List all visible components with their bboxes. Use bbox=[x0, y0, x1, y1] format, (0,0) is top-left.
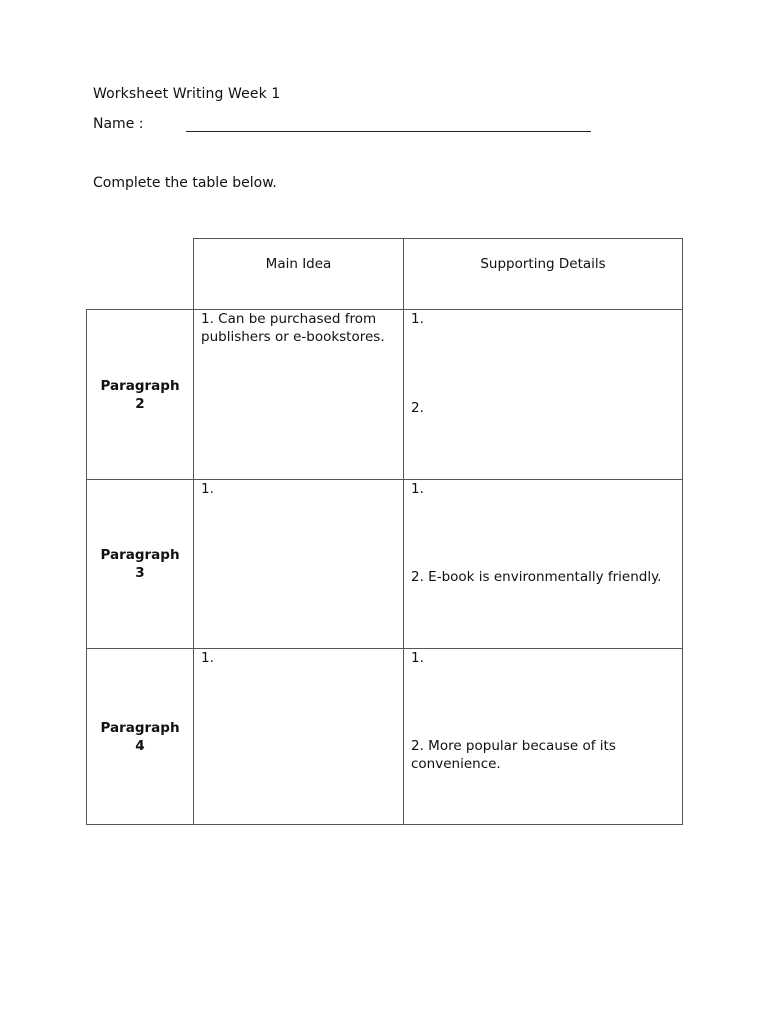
support-detail-2-cont: convenience. bbox=[411, 756, 501, 772]
header-main-idea-label: Main Idea bbox=[265, 256, 332, 272]
table-row-paragraph-2-label bbox=[86, 309, 194, 480]
support-detail-1: 1. bbox=[411, 481, 424, 497]
row-label-text: Paragraph 3 bbox=[100, 547, 180, 581]
worksheet-title: Worksheet Writing Week 1 bbox=[93, 86, 281, 102]
main-idea-line-1: 1. bbox=[201, 481, 214, 497]
main-idea-line-2: publishers or e-bookstores. bbox=[201, 329, 385, 345]
table-header-supporting-details bbox=[403, 238, 683, 310]
instruction-text: Complete the table below. bbox=[93, 175, 277, 191]
table-row-paragraph-3-label bbox=[86, 479, 194, 649]
support-detail-2: 2. More popular because of its bbox=[411, 738, 616, 754]
main-idea-line-1: 1. Can be purchased from bbox=[201, 311, 377, 327]
table-row-paragraph-4-label bbox=[86, 648, 194, 825]
table-header-main-idea bbox=[193, 238, 404, 310]
table-row-paragraph-3-support[interactable] bbox=[403, 479, 683, 649]
header-supporting-details-label: Supporting Details bbox=[480, 256, 606, 272]
main-idea-line-1: 1. bbox=[201, 650, 214, 666]
support-detail-1: 1. bbox=[411, 311, 424, 327]
row-label-text: Paragraph 4 bbox=[100, 719, 180, 754]
support-detail-2: 2. bbox=[411, 400, 424, 416]
table-row-paragraph-2-main-idea[interactable] bbox=[193, 309, 404, 480]
support-detail-1: 1. bbox=[411, 650, 424, 666]
support-detail-2: 2. E-book is environmentally friendly. bbox=[411, 569, 662, 585]
name-label: Name : bbox=[93, 116, 144, 132]
name-blank-line[interactable] bbox=[186, 131, 591, 132]
table-row-paragraph-3-main-idea[interactable] bbox=[193, 479, 404, 649]
table-row-paragraph-4-main-idea[interactable] bbox=[193, 648, 404, 825]
row-label-text: Paragraph 2 bbox=[100, 377, 180, 412]
table-row-paragraph-2-support[interactable] bbox=[403, 309, 683, 480]
table-row-paragraph-4-support[interactable] bbox=[403, 648, 683, 825]
